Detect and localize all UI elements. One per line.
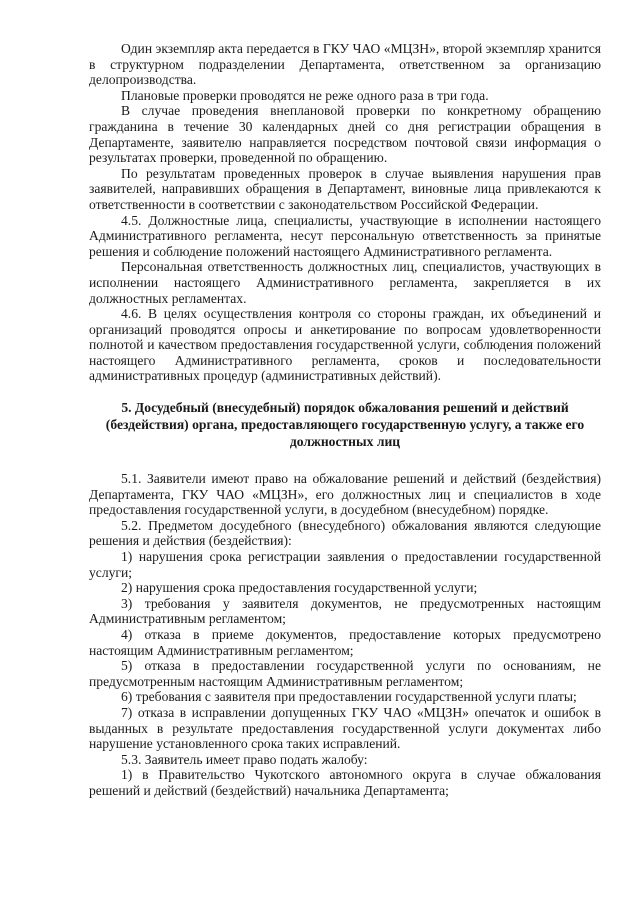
paragraph: Один экземпляр акта передается в ГКУ ЧАО «МЦЗН», второй экземпляр хранится в структурном подразделении Департамента, ответственном за организацию делопроизводства. xyxy=(89,41,601,88)
paragraph: 5.3. Заявитель имеет право подать жалобу: xyxy=(121,751,368,767)
list-item: 7) отказа в исправлении допущенных ГКУ ЧАО «МЦЗН» опечаток и ошибок в выданных в результате предоставления государственной услуги документах либо нарушение установленного срока таких исправлений. xyxy=(89,704,601,752)
section-heading-line: 5. Досудебный (внесудебный) порядок обжалования решений и действий xyxy=(121,400,569,416)
paragraph: Плановые проверки проводятся не реже одного раза в три года. xyxy=(121,87,489,103)
list-item: 6) требования с заявителя при предоставлении государственной услуги платы; xyxy=(121,689,577,705)
section-heading-line: должностных лиц xyxy=(289,434,401,450)
list-item: 3) требования у заявителя документов, не предусмотренных настоящим Административным регламентом; xyxy=(89,595,601,627)
list-item: 1) в Правительство Чукотского автономного округа в случае обжалования решений и действий (бездействий) начальника Департамента; xyxy=(89,767,601,798)
paragraph: 4.6. В целях осуществления контроля со стороны граждан, их объединений и организаций проводятся опросы и анкетирование по вопросам удовлетворенности полнотой и качеством предоставления государственной услуги, соблюдения положений настоящего Административного регламента, сроков и последовательности административных процедур (административных действий). xyxy=(89,306,601,384)
list-item: 2) нарушения срока предоставления государственной услуги; xyxy=(121,580,478,596)
paragraph: По результатам проведенных проверок в случае выявления нарушения прав заявителей, направивших обращения в Департамент, виновные лица привлекаются к ответственности в соответствии с законодательством Российской Федерации. xyxy=(89,165,601,212)
paragraph: В случае проведения внеплановой проверки по конкретному обращению гражданина в течение 30 календарных дней со дня регистрации обращения в Департаменте, заявителю направляется посредством почтовой связи информация о результатах проверки, проведенной по обращению. xyxy=(89,103,601,166)
paragraph: 4.5. Должностные лица, специалисты, участвующие в исполнении настоящего Административного регламента, несут персональную ответственность за принятые решения и соблюдение положений настоящего Административного регламента. xyxy=(89,212,601,259)
document-page xyxy=(89,41,601,799)
list-item: 5) отказа в предоставлении государственной услуги по основаниям, не предусмотренным настоящим Административным регламентом; xyxy=(89,658,601,689)
section-4-continuation xyxy=(89,41,601,384)
section-heading-line: (бездействия) органа, предоставляющего государственную услугу, а также его xyxy=(105,417,585,433)
paragraph: Персональная ответственность должностных лиц, специалистов, участвующих в исполнении настоящего Административного регламента, закрепляется в их должностных регламентах. xyxy=(89,259,601,306)
section-5-heading xyxy=(89,399,601,450)
paragraph: 5.2. Предметом досудебного (внесудебного) обжалования являются следующие решения и действия (бездействия): xyxy=(89,517,601,549)
list-item: 1) нарушения срока регистрации заявления о предоставлении государственной услуги; xyxy=(89,549,601,580)
list-item: 4) отказа в приеме документов, предоставление которых предусмотрено настоящим Административным регламентом; xyxy=(89,627,601,658)
paragraph: 5.1. Заявители имеют право на обжалование решений и действий (бездействия) Департамента, ГКУ ЧАО «МЦЗН», его должностных лиц и специалистов в ходе предоставления государственной услуги, в досудебном (внесудебном) порядке. xyxy=(89,471,601,518)
section-5-body xyxy=(89,471,601,798)
